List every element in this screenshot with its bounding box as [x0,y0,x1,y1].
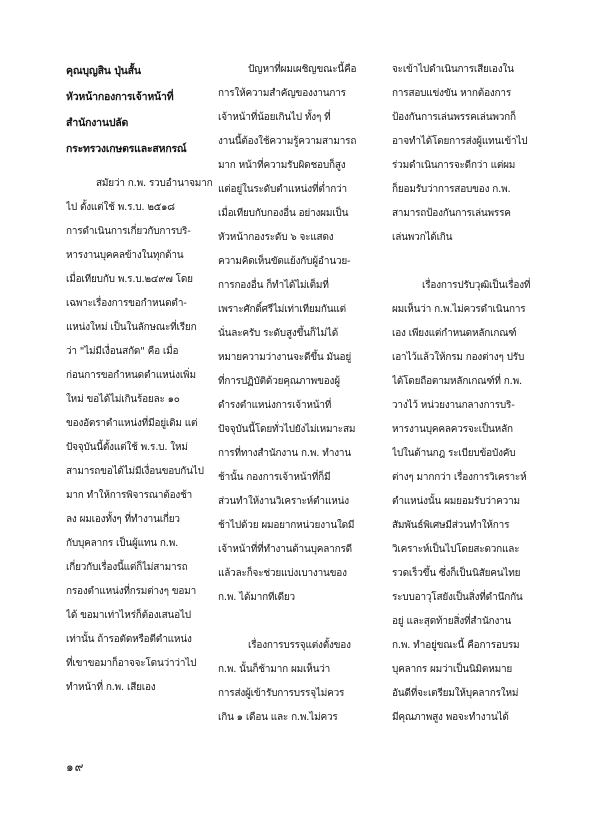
text-line: เกี่ยวกับเรื่องนี้แต่ก็ไม่สามารถ [66,562,188,573]
text-line: เจ้าหน้าที่น้อยเกินไป ทั้งๆ ที่ [218,112,331,123]
text-line: สามารถขอได้ไม่มีเงื่อนขอบกันไป [66,466,204,477]
text-line: เฉพาะเรื่องการขอกำหนดตำ- [66,298,187,309]
text-line: การกองอื่น ก็ทำได้ไม่เต็มที่ [218,280,329,291]
page-number: ๑๙ [66,760,85,774]
text-line: ได้ ขอมาเท่าไหร่ก็ต้องเสนอไป [66,610,191,621]
text-line: ว่า "ไม่มีเงื่อนสกัด" คือ เมื่อ [66,346,179,357]
position-line: กระทรวงเกษตรและสหกรณ์ [66,143,187,155]
text-line: จะเข้าไปดำเนินการเสียเองใน [392,64,514,75]
text-line: บุคลากร ผมว่าเป็นนิมิตหมาย [392,664,513,675]
text-line: เรื่องการปรับวุฒิเป็นเรื่องที่ [422,280,531,291]
text-line: ก่อนการขอกำหนดตำแหน่งเพิ่ม [66,370,196,381]
text-line: ปัจจุบันนี้ตั้งแต่ใช้ พ.ร.บ. ใหม่ [66,442,188,453]
text-line: นั่นละครับ ระดับสูงขึ้นก็ไม่ได้ [218,328,338,339]
text-line: การสอบแข่งขัน หากต้องการ [392,88,511,99]
text-line: ทำหน้าที่ ก.พ. เสียเอง [66,682,156,693]
text-line: การให้ความสำคัญของงานการ [218,88,346,99]
text-line: ดำรงตำแหน่งการเจ้าหน้าที่ [218,400,332,411]
interviewee-header [66,58,226,162]
text-line: ร่วมดำเนินการจะดีกว่า แต่ผม [392,160,516,171]
column-1-body [66,172,226,700]
text-line: อันดีที่จะเตรียมให้บุคลากรใหม่ [392,688,519,699]
text-line: ได้โดยถือตามหลักเกณฑ์ที่ ก.พ. [392,376,523,387]
text-line: ใหม่ ขอได้ไม่เกินร้อยละ ๑๐ [66,394,180,405]
text-line: เอง เพียงแต่กำหนดหลักเกณฑ์ [392,328,517,339]
text-line: ที่การปฏิบัติด้วยคุณภาพของผู้ [218,376,340,387]
text-line: ป้องกันการเล่นพรรคเล่นพวกก็ [392,112,516,123]
text-line: ปัจจุบันนี้โดยทั่วไปยังไม่เหมาะสม [218,424,356,435]
text-line: เล่นพวกได้เกิน [392,232,453,243]
text-line: เท่านั้น ถ้ารอตัดหรือตีตำแหน่ง [66,634,192,645]
text-line: ความคิดเห็นขัดแย้งกับผู้อำนวย- [218,256,351,267]
text-line: ก็ยอมรับว่าการสอบของ ก.พ. [392,184,511,195]
text-line: เพราะศักดิ์ศรีไม่เท่าเทียมกันแต่ [218,304,346,315]
text-line: ต่างๆ มากกว่า เรื่องการวิเคราะห์ [392,472,527,483]
text-line: วางไว้ หน่วยงานกลางการบริ- [392,400,515,411]
text-line: งานนี้ต้องใช้ความรู้ความสามารถ [218,136,357,147]
text-line: มีคุณภาพสูง พอจะทำงานได้ [392,712,509,723]
column-3 [392,58,570,730]
text-line: อาจทำได้โดยการส่งผู้แทนเข้าไป [392,136,528,147]
text-line: ช้านั้น กองการเจ้าหน้าที่ก็มี [218,472,331,483]
text-line: ลง ผมเองทั้งๆ ที่ทำงานเกี่ยว [66,514,180,525]
text-line: สามารถป้องกันการเล่นพรรค [392,208,511,219]
text-line: อยู่ และสุดท้ายสิ่งที่สำนักงาน [392,616,512,627]
text-line: มาก หน้าที่ความรับผิดชอบก็สูง [218,160,346,171]
text-line: หารงานบุคคลควรจะเป็นหลัก [392,424,513,435]
text-line: ระบบอาวุโสยังเป็นสิ่งที่ดำนึกกัน [392,592,523,603]
text-line: กับบุคลากร เป็นผู้แทน ก.พ. [66,538,179,549]
text-line: ก.พ. ได้มากทีเดียว [218,592,295,603]
text-line: เมื่อเทียบกับ พ.ร.บ.๒๔๙๗ โดย [66,274,193,285]
text-line: หัวหน้ากองระดับ ๖ จะแสดง [218,232,334,243]
text-line: ก.พ. ทำอยู่ขณะนี้ คือการอบรม [392,640,520,651]
text-line: ของอัตราตำแหน่งที่มีอยู่เดิม แต่ [66,418,198,429]
text-line: รวดเร็วขึ้น ซึ่งก็เป็นนิสัยคนไทย [392,568,521,579]
text-line: ตำแหน่งนั้น ผมยอมรับว่าความ [392,496,520,507]
text-line: สัมพันธ์พิเศษมีส่วนทำให้การ [392,520,510,531]
text-line: เจ้าหน้าที่ที่ทำงานด้านบุคลากรดี [218,544,352,555]
text-line: กรองตำแหน่งที่กรมต่างๆ ขอมา [66,586,196,597]
paragraph-gap [392,250,570,274]
text-line: การที่ทางสำนักงาน ก.พ. ทำงาน [218,448,351,459]
author-name: คุณบุญสิน ปุ่นสั้น [66,65,141,77]
text-line: ช้าไปด้วย ผมอยากหน่วยงานใดมี [218,520,355,531]
text-line: การดำเนินการเกี่ยวกับการบริ- [66,226,191,237]
text-line: ก.พ. นั้นก็ช้ามาก ผมเห็นว่า [218,664,331,675]
text-line: ไปในด้านกฎ ระเบียบข้อบังคับ [392,448,516,459]
text-line: เกิน ๑ เดือน และ ก.พ.ไม่ควร [218,712,338,723]
text-line: การส่งผู้เข้ารับการบรรจุไม่ควร [218,688,345,699]
position-line: สำนักงานปลัด [66,117,129,129]
text-line: มาก ทำให้การพิจารณาต้องช้า [66,490,193,501]
text-line: ส่วนทำให้งานวิเคราะห์ตำแหน่ง [218,496,349,507]
text-line: สมัยว่า ก.พ. รวบอำนาจมาก [96,178,213,189]
text-line: ที่เขาขอมาก็อาจจะโดนว่าว่าไป [66,658,197,669]
text-line: ผมเห็นว่า ก.พ.ไม่ควรดำเนินการ [392,304,526,315]
text-line: หารงานบุคคลข้างในทุกด้าน [66,250,184,261]
text-line: แต่อยู่ในระดับตำแหน่งที่ต่ำกว่า [218,184,347,195]
text-line: เมื่อเทียบกับกองอื่น อย่างผมเป็น [218,208,349,219]
text-line: ปัญหาที่ผมเผชิญขณะนี้คือ [248,64,357,75]
text-line: แล้วละก็จะช่วยแบ่งเบางานของ [218,568,347,579]
text-line: แหน่งใหม่ เป็นในลักษณะที่เรียก [66,322,197,333]
text-line: เอาไว้แล้วให้กรม กองต่างๆ ปรับ [392,352,525,363]
text-line: หมายความว่างานจะดีขึ้น มันอยู่ [218,352,352,363]
column-1 [66,58,226,700]
paragraph-gap [218,610,400,634]
column-2 [218,58,400,730]
position-line: หัวหน้ากองการเจ้าหน้าที่ [66,91,174,103]
text-line: ไป ตั้งแต่ใช้ พ.ร.บ. ๒๕๑๘ [66,202,175,213]
text-line: วิเคราะห์เป็นไปโดยสะดวกและ [392,544,520,555]
text-line: เรื่องการบรรจุแต่งตั้งของ [248,640,351,651]
